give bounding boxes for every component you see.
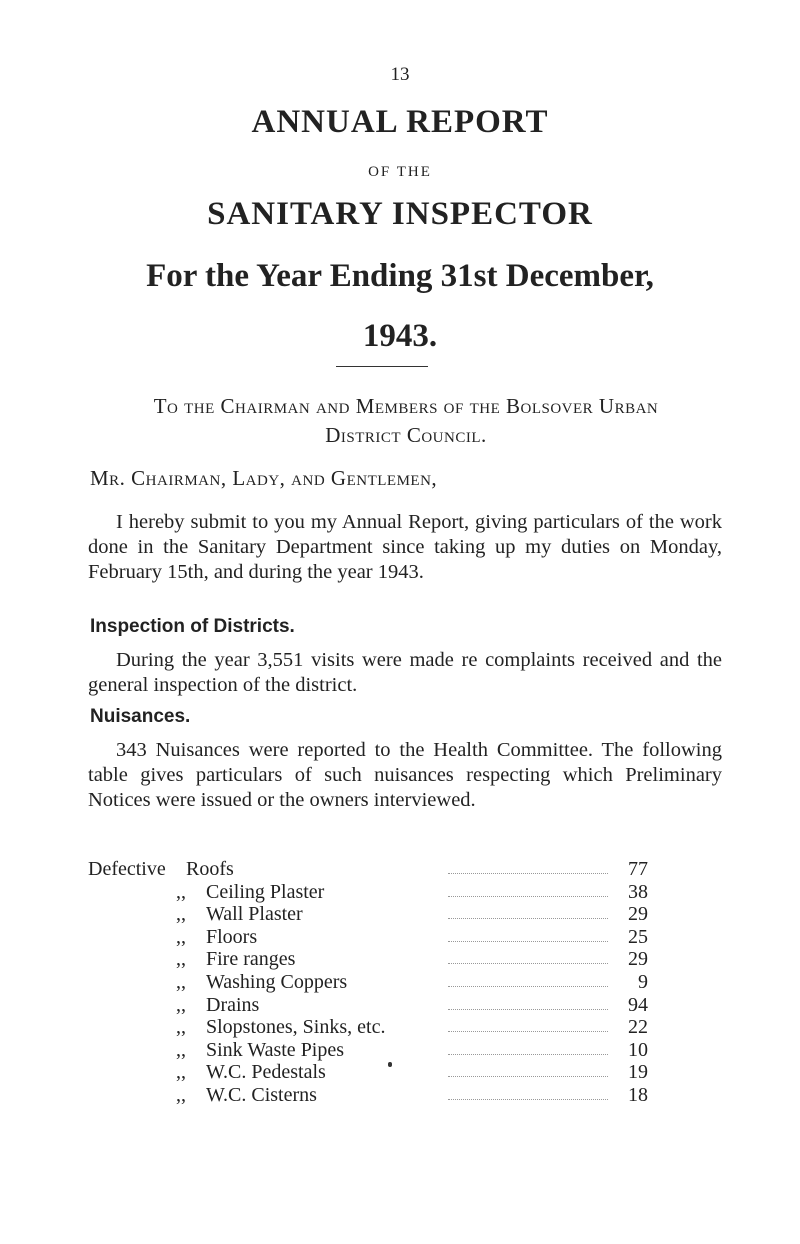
row-count: 29 bbox=[628, 948, 648, 971]
nuisances-paragraph bbox=[88, 738, 722, 813]
table-row bbox=[88, 971, 648, 994]
row-count: 25 bbox=[628, 925, 648, 948]
dot-leader bbox=[448, 1054, 608, 1055]
row-count: 19 bbox=[628, 1061, 648, 1084]
dot-leader bbox=[448, 873, 608, 874]
row-item: Floors bbox=[206, 925, 258, 948]
section-heading-inspection: Inspection of Districts. bbox=[90, 616, 295, 637]
table-row bbox=[88, 1061, 648, 1084]
row-item: Slopstones, Sinks, etc. bbox=[206, 1016, 386, 1039]
ditto-mark: ,, bbox=[176, 880, 186, 903]
report-title: ANNUAL REPORT bbox=[251, 104, 549, 140]
address-line-2: District Council. bbox=[325, 423, 487, 447]
address-line-1: To the Chairman and Members of the Bolsover Urban bbox=[153, 394, 659, 418]
table-row bbox=[88, 948, 648, 971]
row-count: 77 bbox=[628, 858, 648, 880]
row-count: 9 bbox=[638, 970, 648, 993]
dot-leader bbox=[448, 1099, 608, 1100]
page-number: 13 bbox=[390, 64, 410, 85]
row-item: Washing Coppers bbox=[206, 970, 348, 993]
dot-leader bbox=[448, 986, 608, 987]
ditto-mark: ,, bbox=[176, 903, 186, 926]
row-item: Ceiling Plaster bbox=[206, 880, 325, 903]
row-count: 22 bbox=[628, 1016, 648, 1039]
row-item: Wall Plaster bbox=[206, 903, 303, 926]
nuisance-table bbox=[88, 858, 648, 1107]
dot-leader bbox=[448, 963, 608, 964]
inspection-paragraph bbox=[88, 648, 722, 698]
row-count: 29 bbox=[628, 903, 648, 926]
row-prefix: Defective bbox=[88, 858, 166, 880]
nuisances-paragraph-text: 343 Nuisances were reported to the Health Committee. The following table gives particulars of such nuisances respecting which Preliminary Notices were issued or the owners interviewed. bbox=[88, 739, 722, 811]
address-block bbox=[90, 392, 722, 450]
page-mark bbox=[388, 1062, 392, 1067]
row-item: Drains bbox=[206, 993, 260, 1016]
ditto-mark: ,, bbox=[176, 970, 186, 993]
dot-leader bbox=[448, 1031, 608, 1032]
title-divider bbox=[336, 366, 428, 367]
section-heading-nuisances: Nuisances. bbox=[90, 706, 191, 727]
row-count: 94 bbox=[628, 993, 648, 1016]
row-item: W.C. Pedestals bbox=[206, 1061, 326, 1084]
dot-leader bbox=[448, 941, 608, 942]
ditto-mark: ,, bbox=[176, 948, 186, 971]
table-row bbox=[88, 903, 648, 926]
report-title-inspector: SANITARY INSPECTOR bbox=[207, 196, 593, 232]
ditto-mark: ,, bbox=[176, 925, 186, 948]
dot-leader bbox=[448, 1009, 608, 1010]
table-row bbox=[88, 1016, 648, 1039]
table-row bbox=[88, 881, 648, 904]
report-title-year: 1943. bbox=[362, 318, 438, 354]
dot-leader bbox=[448, 1076, 608, 1077]
dot-leader bbox=[448, 918, 608, 919]
report-title-year-ending: For the Year Ending 31st December, bbox=[146, 258, 654, 294]
inspection-paragraph-text: During the year 3,551 visits were made re complaints received and the general inspection of the district. bbox=[88, 649, 722, 696]
row-item: Sink Waste Pipes bbox=[206, 1038, 345, 1061]
intro-paragraph bbox=[88, 510, 722, 585]
ditto-mark: ,, bbox=[176, 1016, 186, 1039]
report-title-of-the: OF THE bbox=[368, 164, 432, 180]
intro-paragraph-text: I hereby submit to you my Annual Report, giving particulars of the work done in the Sanitary Department since taking up my duties on Monday, February 15th, and during the year 1943. bbox=[88, 511, 722, 583]
row-item: W.C. Cisterns bbox=[206, 1083, 317, 1106]
table-row bbox=[88, 926, 648, 949]
ditto-mark: ,, bbox=[176, 1038, 186, 1061]
table-row bbox=[88, 1039, 648, 1062]
row-count: 10 bbox=[628, 1038, 648, 1061]
salutation: Mr. Chairman, Lady, and Gentlemen, bbox=[90, 466, 438, 490]
table-row bbox=[88, 994, 648, 1017]
ditto-mark: ,, bbox=[176, 1061, 186, 1084]
row-item: Roofs bbox=[186, 858, 234, 880]
table-row bbox=[88, 858, 648, 881]
table-row bbox=[88, 1084, 648, 1107]
dot-leader bbox=[448, 896, 608, 897]
ditto-mark: ,, bbox=[176, 993, 186, 1016]
ditto-mark: ,, bbox=[176, 1083, 186, 1106]
row-count: 38 bbox=[628, 880, 648, 903]
row-count: 18 bbox=[628, 1083, 648, 1106]
row-item: Fire ranges bbox=[206, 948, 296, 971]
